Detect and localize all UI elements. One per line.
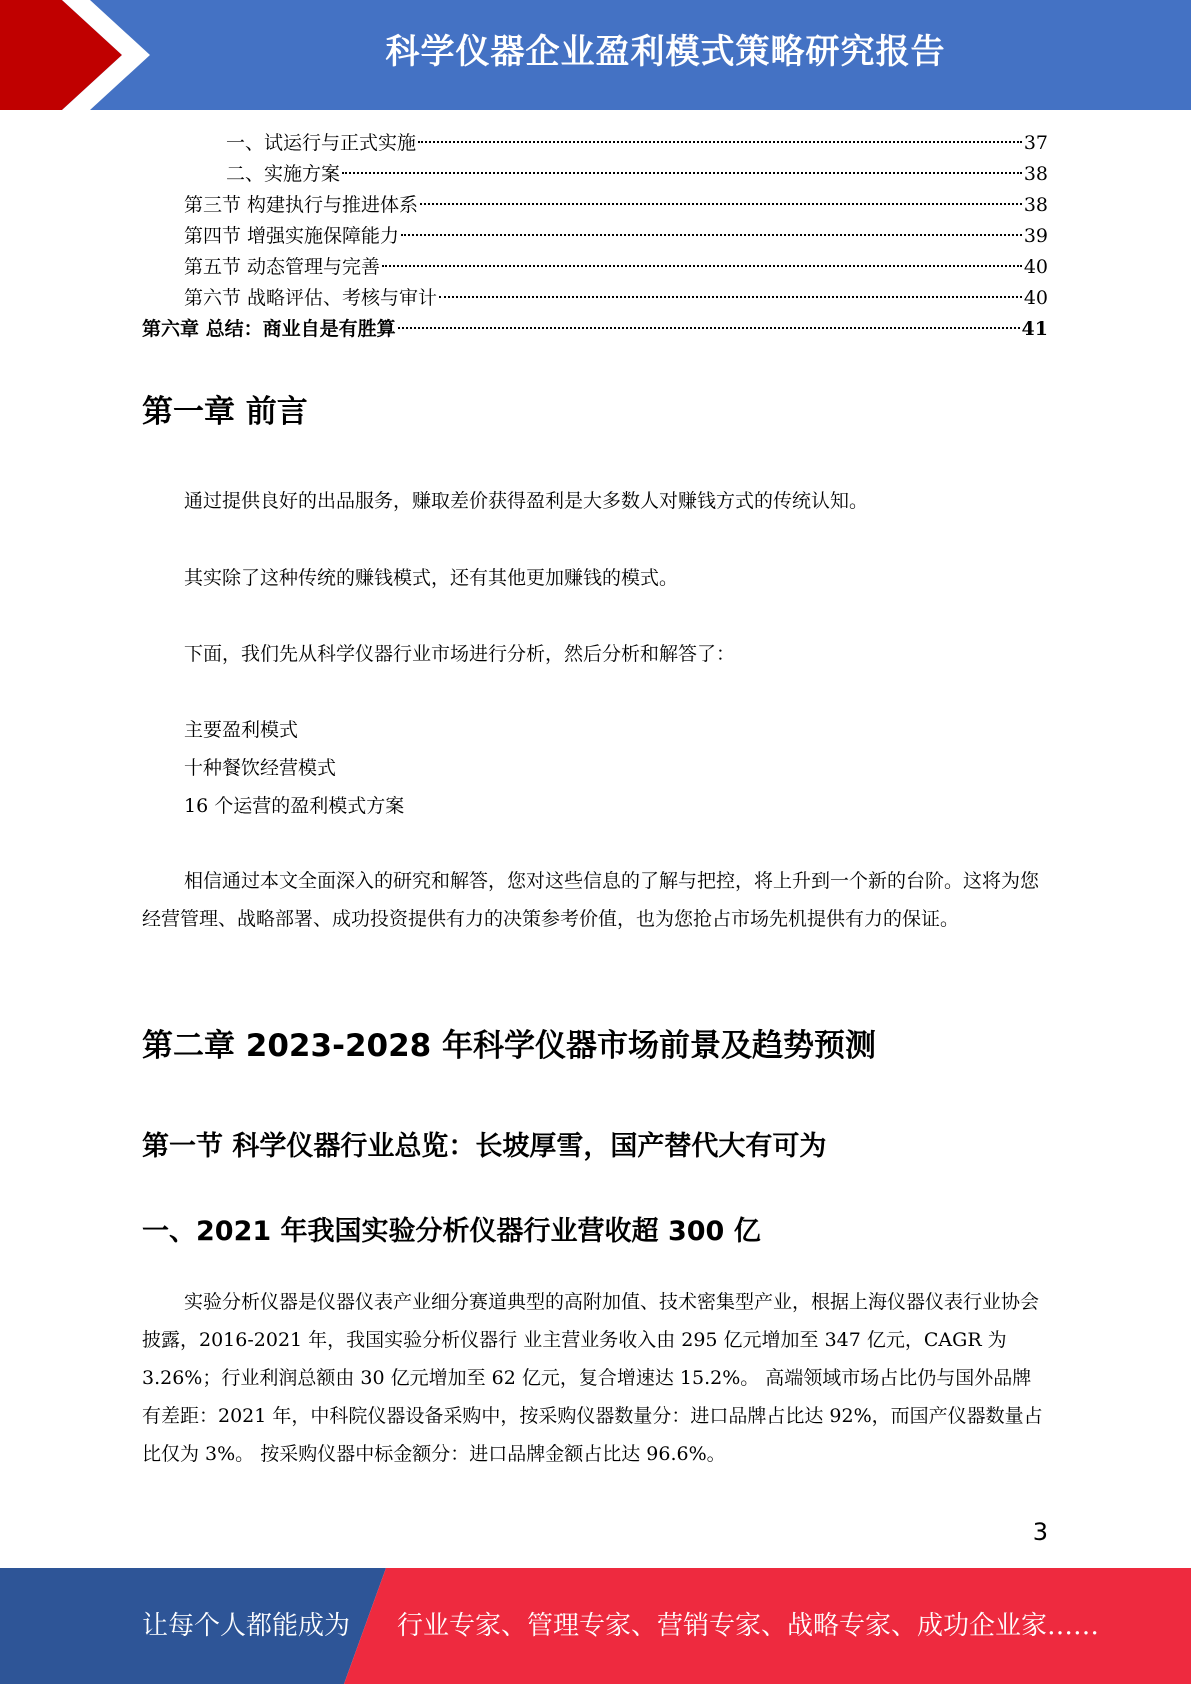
- toc-entry-page: 38: [1023, 163, 1048, 185]
- chapter1-paragraph-4: 相信通过本文全面深入的研究和解答，您对这些信息的了解与把控，将上升到一个新的台阶。这将为您经营管理、战略部署、成功投资提供有力的决策参考价值，也为您抢占市场先机提供有力的保证。: [142, 870, 1040, 930]
- chapter2-heading: 第二章 2023-2028 年科学仪器市场前景及趋势预测: [142, 1028, 877, 1064]
- subsection1-heading: 一、2021 年我国实验分析仪器行业营收超 300 亿: [142, 1216, 761, 1247]
- toc-entry[interactable]: [142, 159, 1048, 190]
- chapter1-paragraph-3: 下面，我们先从科学仪器行业市场进行分析，然后分析和解答了：: [184, 643, 736, 665]
- chapter2-paragraph-1: 实验分析仪器是仪器仪表产业细分赛道典型的高附加值、技术密集型产业，根据上海仪器仪表行业协会披露，2016-2021 年，我国实验分析仪器行 业主营业务收入由 295 亿元增加至 347 亿元，CAGR 为 3.26%；行业利润总额由 30 亿元增加至 62 亿元，复合增速达 15.2%。 高端领域市场占比仍与国外品牌有差距：2021 年，中科院仪器设备采购中，按采购仪器数量分：进口品牌占比达 92%，而国产仪器数量占比仅为 3%。 按采购仪器中标金额分：进口品牌金额占比达 96.6%。: [142, 1291, 1043, 1465]
- list-item: 16 个运营的盈利模式方案: [184, 795, 405, 817]
- toc-entry-page: 40: [1023, 256, 1048, 278]
- footer-slogan-left: 让每个人都能成为: [142, 1611, 351, 1641]
- chapter1-paragraph-2: 其实除了这种传统的赚钱模式，还有其他更加赚钱的模式。: [184, 567, 679, 589]
- toc-entry[interactable]: [142, 190, 1048, 221]
- toc-leader: [439, 296, 1022, 298]
- toc-entry[interactable]: [142, 252, 1048, 283]
- chapter1-list: [142, 711, 1048, 825]
- footer-band: [0, 1568, 1191, 1684]
- toc-entry[interactable]: [142, 128, 1048, 159]
- toc-entry-title: 第三节 构建执行与推进体系: [184, 194, 419, 216]
- toc-leader: [418, 141, 1022, 143]
- toc-leader: [342, 172, 1022, 174]
- toc-entry-page: 37: [1023, 132, 1048, 154]
- toc-entry-title: 一、试运行与正式实施: [226, 132, 417, 154]
- toc-leader: [382, 265, 1022, 267]
- toc-leader: [420, 203, 1022, 205]
- list-item: 主要盈利模式: [184, 719, 299, 741]
- footer-slogan-right: 行业专家、管理专家、营销专家、战略专家、成功企业家……: [397, 1611, 1100, 1641]
- toc-entry[interactable]: [142, 314, 1048, 345]
- section1-heading: 第一节 科学仪器行业总览：长坡厚雪，国产替代大有可为: [142, 1131, 827, 1162]
- list-item: 十种餐饮经营模式: [184, 757, 337, 779]
- toc-entry-title: 第五节 动态管理与完善: [184, 256, 381, 278]
- table-of-contents: [142, 128, 1048, 345]
- header-band: [0, 0, 1191, 110]
- chapter1-paragraph-1: 通过提供良好的出品服务，赚取差价获得盈利是大多数人对赚钱方式的传统认知。: [184, 490, 869, 512]
- toc-entry-page: 41: [1021, 318, 1048, 340]
- toc-entry-page: 40: [1023, 287, 1048, 309]
- toc-entry-title: 第六节 战略评估、考核与审计: [184, 287, 438, 309]
- toc-leader: [398, 327, 1020, 329]
- toc-entry-title: 第六章 总结：商业自是有胜算: [142, 318, 396, 340]
- toc-entry-title: 第四节 增强实施保障能力: [184, 225, 400, 247]
- page-number: 3: [1032, 1518, 1048, 1546]
- toc-entry[interactable]: [142, 283, 1048, 314]
- chapter1-heading: 第一章 前言: [142, 394, 308, 430]
- toc-entry-page: 38: [1023, 194, 1048, 216]
- toc-leader: [401, 234, 1022, 236]
- toc-entry-title: 二、实施方案: [226, 163, 341, 185]
- toc-entry[interactable]: [142, 221, 1048, 252]
- report-title: 科学仪器企业盈利模式策略研究报告: [385, 32, 946, 72]
- toc-entry-page: 39: [1023, 225, 1048, 247]
